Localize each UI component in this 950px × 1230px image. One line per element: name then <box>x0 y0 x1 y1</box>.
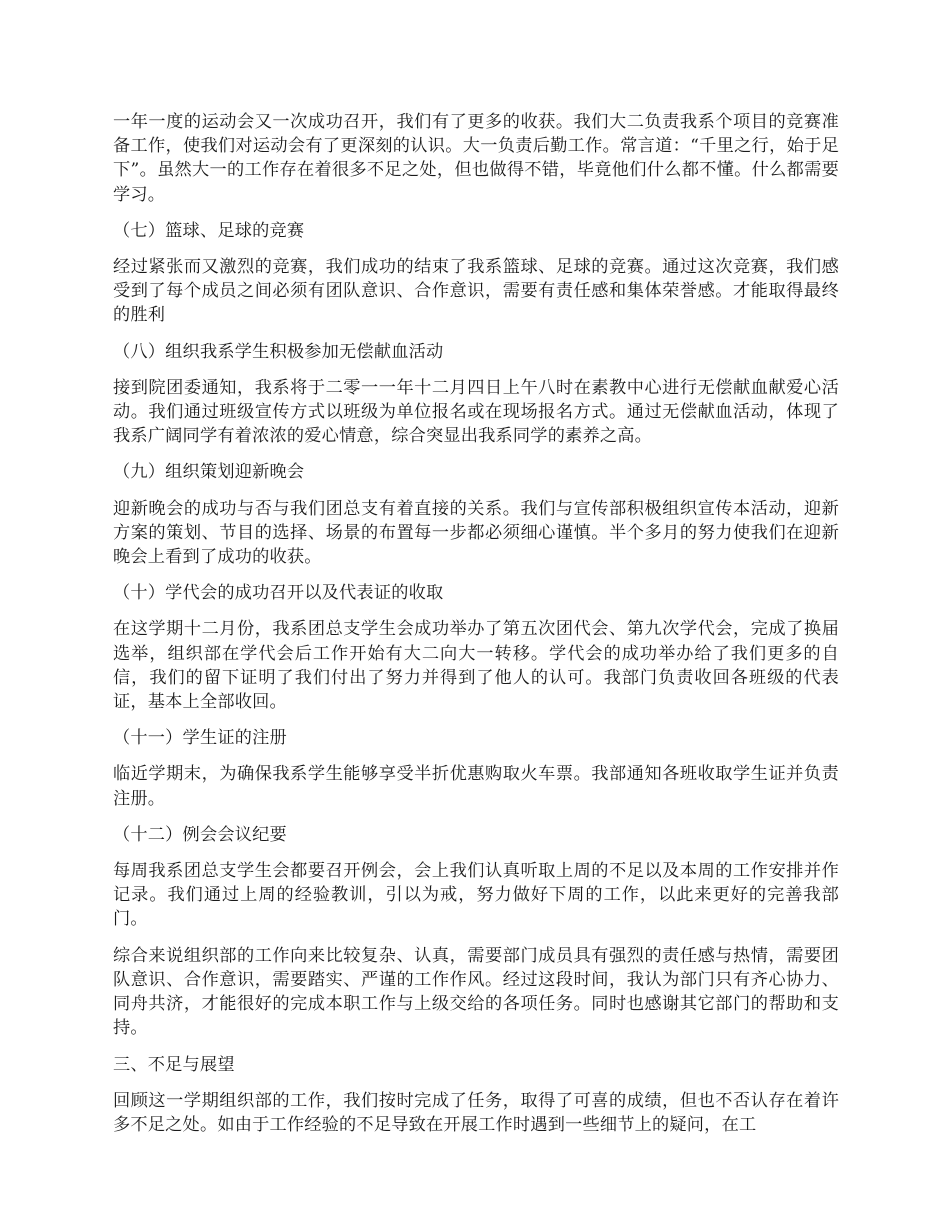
paragraph-section-12: 每周我系团总支学生会都要召开例会，会上我们认真听取上周的不足以及本周的工作安排并作记录。我们通过上周的经验教训，引以为戒，努力做好下周的工作，以此来更好的完善我部门。 <box>113 861 839 930</box>
paragraph-summary: 综合来说组织部的工作向来比较复杂、认真，需要部门成员具有强烈的责任感与热情，需要团队意识、合作意识，需要踏实、严谨的工作作风。经过这段时间，我认为部门只有齐心协力、同舟共济，才能很好的完成本职工作与上级交给的各项任务。同时也感谢其它部门的帮助和支持。 <box>113 945 839 1039</box>
paragraph-part-3: 回顾这一学期组织部的工作，我们按时完成了任务，取得了可喜的成绩，但也不否认存在着许多不足之处。如由于工作经验的不足导致在开展工作时遇到一些细节上的疑问，在工 <box>113 1090 839 1135</box>
document-body <box>113 110 839 1149</box>
heading-section-9: （九）组织策划迎新晚会 <box>113 462 305 483</box>
heading-section-10: （十）学代会的成功召开以及代表证的收取 <box>113 583 444 604</box>
paragraph-section-8: 接到院团委通知，我系将于二零一一年十二月四日上午八时在素教中心进行无偿献血献爱心活动。我们通过班级宣传方式以班级为单位报名或在现场报名方式。通过无偿献血活动，体现了我系广阔同学有着浓浓的爱心情意，综合突显出我系同学的素养之高。 <box>113 377 839 447</box>
paragraph-section-10: 在这学期十二月份，我系团总支学生会成功举办了第五次团代会、第九次学代会，完成了换届选举，组织部在学代会后工作开始有大二向大一转移。学代会的成功举办给了我们更多的自信，我们的留下证明了我们付出了努力并得到了他人的认可。我部门负责收回各班级的代表证，基本上全部收回。 <box>113 619 839 713</box>
heading-section-12: （十二）例会会议纪要 <box>113 824 287 845</box>
paragraph-sports-meet: 一年一度的运动会又一次成功召开，我们有了更多的收获。我们大二负责我系个项目的竞赛准备工作，使我们对运动会有了更深刻的认识。大一负责后勤工作。常言道：“千里之行，始于足下”。虽然大一的工作存在着很多不足之处，但也做得不错，毕竟他们什么都不懂。什么都需要学习。 <box>113 112 839 205</box>
heading-part-3: 三、不足与展望 <box>113 1054 235 1075</box>
heading-section-11: （十一）学生证的注册 <box>113 728 287 749</box>
paragraph-section-7: 经过紧张而又激烈的竞赛，我们成功的结束了我系篮球、足球的竞赛。通过这次竞赛，我们感受到了每个成员之间必须有团队意识、合作意识，需要有责任感和集体荣誉感。才能取得最终的胜利 <box>113 257 839 326</box>
heading-section-8: （八）组织我系学生积极参加无偿献血活动 <box>113 341 444 362</box>
heading-section-7: （七）篮球、足球的竞赛 <box>113 220 305 241</box>
paragraph-section-11: 临近学期末，为确保我系学生能够享受半折优惠购取火车票。我部通知各班收取学生证并负责注册。 <box>113 764 839 809</box>
paragraph-section-9: 迎新晚会的成功与否与我们团总支有着直接的关系。我们与宣传部积极组织宣传本活动，迎新方案的策划、节目的选择、场景的布置每一步都必须细心谨慎。半个多月的努力使我们在迎新晚会上看到了成功的收获。 <box>113 498 839 568</box>
